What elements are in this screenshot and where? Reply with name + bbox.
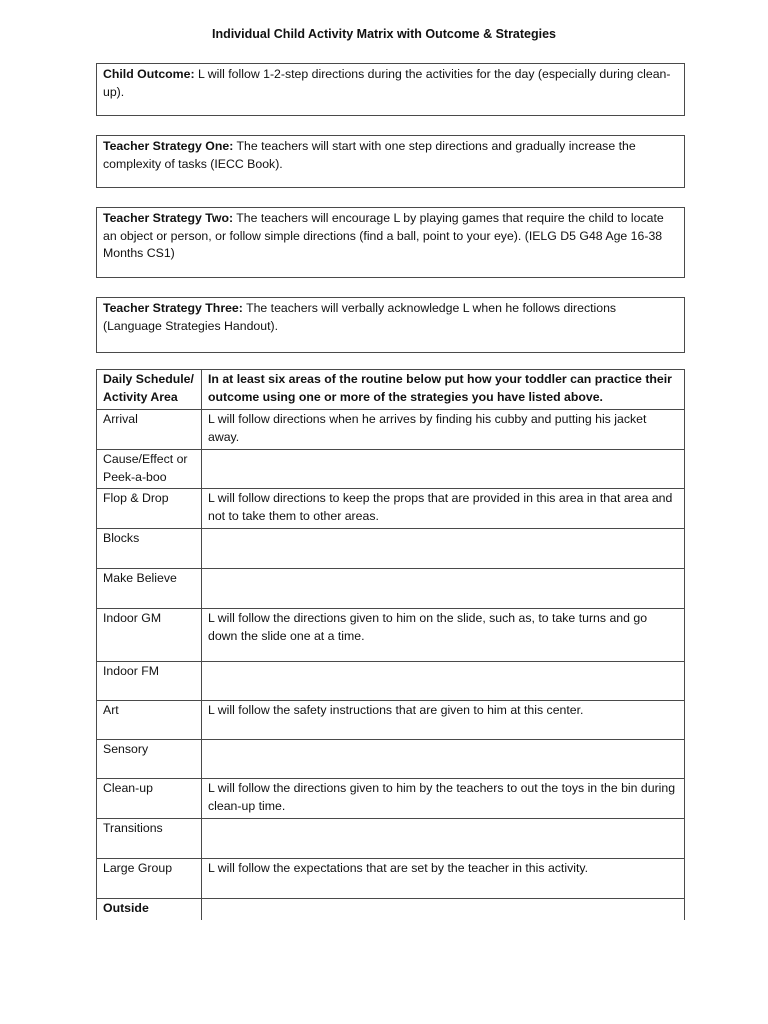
child-outcome-label: Child Outcome: [103, 67, 195, 81]
area-cell: Transitions [97, 819, 202, 859]
table-row [97, 859, 685, 899]
table-row [97, 662, 685, 701]
practice-cell: L will follow directions when he arrives by finding his cubby and putting his jacket away. [202, 410, 685, 450]
table-row [97, 740, 685, 779]
area-cell: Indoor FM [97, 662, 202, 701]
teacher-strategy-one-box [96, 135, 685, 188]
header-daily-schedule: Daily Schedule/ Activity Area [97, 370, 202, 410]
practice-cell [202, 450, 685, 489]
practice-cell: L will follow the safety instructions that are given to him at this center. [202, 701, 685, 740]
practice-cell: L will follow the directions given to him on the slide, such as, to take turns and go down the slide one at a time. [202, 609, 685, 662]
practice-cell [202, 819, 685, 859]
table-row [97, 529, 685, 569]
child-outcome-text: L will follow 1-2-step directions during the activities for the day (especially during clean-up). [103, 67, 671, 99]
practice-cell [202, 569, 685, 609]
practice-cell: L will follow the directions given to him by the teachers to out the toys in the bin during clean-up time. [202, 779, 685, 819]
area-cell: Make Believe [97, 569, 202, 609]
teacher-strategy-two-label: Teacher Strategy Two: [103, 211, 234, 225]
area-cell: Clean-up [97, 779, 202, 819]
table-row [97, 899, 685, 920]
table-row [97, 450, 685, 489]
table-row [97, 489, 685, 529]
area-cell: Arrival [97, 410, 202, 450]
area-cell: Large Group [97, 859, 202, 899]
area-cell: Art [97, 701, 202, 740]
teacher-strategy-three-box [96, 297, 685, 353]
child-outcome-box [96, 63, 685, 116]
table-row [97, 819, 685, 859]
practice-cell: L will follow directions to keep the props that are provided in this area in that area and not to take them to other areas. [202, 489, 685, 529]
practice-cell [202, 662, 685, 701]
practice-cell: L will follow the expectations that are set by the teacher in this activity. [202, 859, 685, 899]
area-cell: Blocks [97, 529, 202, 569]
teacher-strategy-two-text: The teachers will encourage L by playing games that require the child to locate an object or person, or follow simple directions (find a ball, point to your eye). (IELG D5 G48 Age 16-38 Months CS1) [103, 211, 664, 260]
area-cell: Indoor GM [97, 609, 202, 662]
header-instructions: In at least six areas of the routine below put how your toddler can practice their outcome using one or more of the strategies you have listed above. [202, 370, 685, 410]
table-row [97, 609, 685, 662]
page-title: Individual Child Activity Matrix with Outcome & Strategies [211, 27, 557, 41]
area-cell: Flop & Drop [97, 489, 202, 529]
table-row [97, 779, 685, 819]
activity-matrix-table [96, 369, 685, 920]
area-cell: Sensory [97, 740, 202, 779]
practice-cell [202, 740, 685, 779]
table-row [97, 701, 685, 740]
table-row [97, 410, 685, 450]
teacher-strategy-three-text: The teachers will verbally acknowledge L when he follows directions (Language Strategies Handout). [103, 301, 617, 333]
area-cell: Cause/Effect or Peek-a-boo [97, 450, 202, 489]
teacher-strategy-one-text: The teachers will start with one step directions and gradually increase the complexity of tasks (IECC Book). [103, 139, 636, 171]
table-row [97, 569, 685, 609]
practice-cell [202, 899, 685, 920]
teacher-strategy-one-label: Teacher Strategy One: [103, 139, 234, 153]
practice-cell [202, 529, 685, 569]
table-header-row [97, 370, 685, 410]
area-cell: Outside [97, 899, 202, 920]
teacher-strategy-two-box [96, 207, 685, 278]
teacher-strategy-three-label: Teacher Strategy Three: [103, 301, 243, 315]
